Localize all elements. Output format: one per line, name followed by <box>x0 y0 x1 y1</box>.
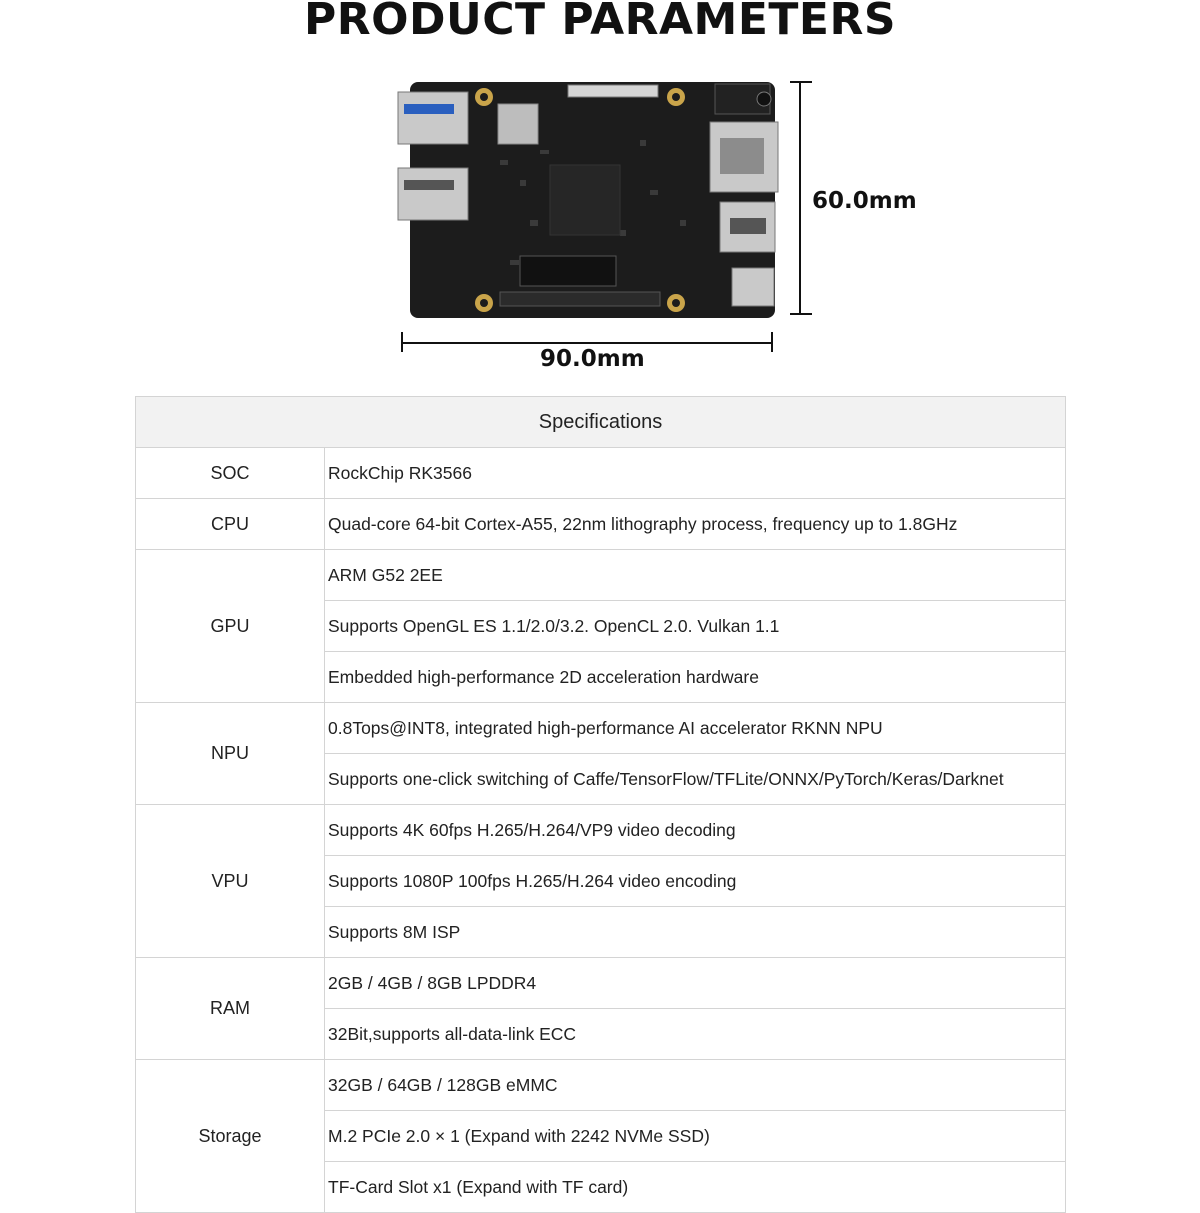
spec-value: TF-Card Slot x1 (Expand with TF card) <box>328 1177 629 1197</box>
spec-label: SOC <box>136 448 325 498</box>
spec-row-storage <box>136 1060 1065 1213</box>
ribbon-connector <box>568 85 658 97</box>
spec-value: Quad-core 64-bit Cortex-A55, 22nm lithography process, frequency up to 1.8GHz <box>328 514 958 534</box>
spec-row-soc <box>136 448 1065 499</box>
spec-value: Supports 1080P 100fps H.265/H.264 video encoding <box>325 856 1065 907</box>
m2-slot <box>520 256 616 286</box>
spec-value: 0.8Tops@INT8, integrated high-performance AI accelerator RKNN NPU <box>325 703 1065 754</box>
usb-port-top <box>398 92 468 144</box>
specifications-table <box>135 396 1066 1213</box>
spec-row-ram <box>136 958 1065 1060</box>
spec-label: RAM <box>136 958 325 1059</box>
spec-value: Supports OpenGL ES 1.1/2.0/3.2. OpenCL 2.0. Vulkan 1.1 <box>325 601 1065 652</box>
spec-label: VPU <box>136 805 325 957</box>
spec-value: Supports one-click switching of Caffe/TensorFlow/TFLite/ONNX/PyTorch/Keras/Darknet <box>328 769 1004 789</box>
spec-value: 2GB / 4GB / 8GB LPDDR4 <box>325 958 1065 1009</box>
spec-row-vpu <box>136 805 1065 958</box>
board-illustration <box>380 70 940 380</box>
spec-label: GPU <box>136 550 325 702</box>
height-dimension-line <box>790 82 812 314</box>
page-title: PRODUCT PARAMETERS <box>303 0 897 45</box>
spec-label: Storage <box>136 1060 325 1212</box>
spec-row-cpu <box>136 499 1065 550</box>
spec-value: RockChip RK3566 <box>328 463 472 483</box>
spec-label: NPU <box>136 703 325 804</box>
spec-value: 32Bit,supports all-data-link ECC <box>328 1024 577 1044</box>
spec-label: CPU <box>136 499 325 549</box>
specifications-header: Specifications <box>136 397 1065 448</box>
usb-port-bottom <box>398 168 468 220</box>
spec-value: Embedded high-performance 2D acceleration hardware <box>328 667 759 687</box>
soc-chip <box>550 165 620 235</box>
spec-row-npu <box>136 703 1065 805</box>
spec-value: 32GB / 64GB / 128GB eMMC <box>325 1060 1065 1111</box>
wifi-module <box>498 104 538 144</box>
gpio-header <box>500 292 660 306</box>
spec-row-gpu <box>136 550 1065 703</box>
width-dimension-label: 90.0mm <box>540 346 645 372</box>
spec-value: M.2 PCIe 2.0 × 1 (Expand with 2242 NVMe SSD) <box>325 1111 1065 1162</box>
spec-value: Supports 8M ISP <box>328 922 461 942</box>
height-dimension-label: 60.0mm <box>812 188 917 214</box>
spec-value: Supports 4K 60fps H.265/H.264/VP9 video decoding <box>325 805 1065 856</box>
usb-c-port <box>732 268 774 306</box>
spec-value: ARM G52 2EE <box>325 550 1065 601</box>
board-figure <box>380 70 940 380</box>
